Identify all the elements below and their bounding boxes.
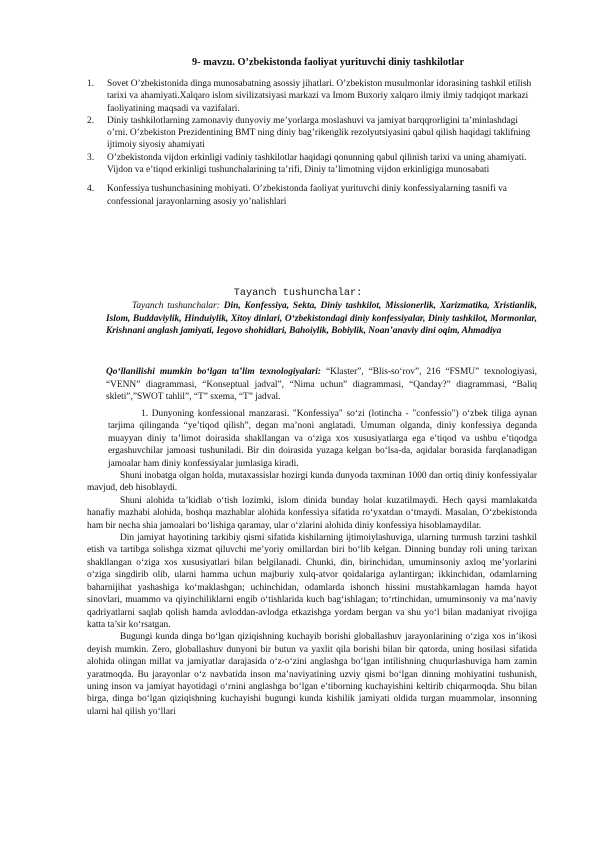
plan-item-text: O’zbekistonda vijdon erkinligi vadiniy tashkilotlar haqidagi qonunning qabul qilinish tarixi va uning ahamiyati. Vijdon va e’tiqod erkinligi tushunchalarining ta’rifi, Diniy ta’limotning vijdon erkinligiga munosabati <box>107 152 527 176</box>
plan-list <box>87 78 537 208</box>
paragraph: Din jamiyat hayotining tarkibiy qismi sifatida kishilarning ijtimoiylashuviga, ularning turmush tarzini tashkil etish va tartibga solishga xizmat qiluvchi me’yoriy omillardan biri bo‘lib kelgan. Dinning bunday roli uning tarixan shakllangan o‘ziga xos xususiyatlari bilan belgilanadi. Chunki, din, birinchidan, umuminsoniy axloq me’yorlarini o‘ziga singdirib olib, ularni hamma uchun majburiy xulq-atvor qoidalariga aylantirgan; ikkinchidan, odamlarning baharnijihat yashashiga ko‘maklashgan; uchinchidan, odamlarda ishonch hissini mustahkamlagan hamda hayot sinovlari, muammo va qiyinchiliklarni engib o‘tishlarida kuch bag‘ishlagan; to‘rtinchidan, umuminsoniy va ma’naviy qadriyatlarni saqlab qolish hamda avloddan-avlodga etkazishga yordam bergan va shu yo‘l bilan madaniyat rivojiga katta ta’sir ko‘rsatgan. <box>87 533 537 630</box>
plan-item-text: Konfessiya tushunchasining mohiyati. O’zbekistonda faoliyat yurituvchi diniy konfessiyalarning tasnifi va confessional jarayonlarning asosiy yo’nalishlari <box>107 184 507 207</box>
plan-item-text: Diniy tashkilotlarning zamonaviy dunyoviy me’yorlarga moslashuvi va jamiyat barqqrorligini ta’minlashdagi o’rni. O’zbekiston Prezidentining BMT ning diniy bag’rikenglik rezolyutsiyasini qabul qilish haqidagi taklifning ijtimoiy siyosiy ahamiyati <box>107 115 531 151</box>
plan-item-number: 3. <box>87 152 95 163</box>
paragraph: Shuni alohida ta’kidlab o‘tish lozimki, islom dinida bunday holat kuzatilmaydi. Hech qaysi mamlakatda hanafiy mazhabi alohida, boshqa mazhablar alohida konfessiya sifatida ro‘yxatdan o‘tmaydi. Masalan, O‘zbekistonda ham bir necha shia jamoalari bo‘lishiga qaramay, ular o‘zlarini alohida diniy konfessiya hisoblamaydilar. <box>87 495 537 531</box>
paragraph: Bugungi kunda dinga bo‘lgan qiziqishning kuchayib borishi globallashuv jarayonlarining o‘ziga xos in’ikosi deyish mumkin. Zero, globallashuv dunyoni bir butun va yaxlit qila borishi bilan bir qatorda, uning hosilasi sifatida alohida olingan millat va jamiyatlar darajasida o‘z-o‘zini anglashga bo‘lgan intilishning chuqurlashuviga ham zamin yaratmoqda. Bu jarayonlar o‘z navbatida inson ma’naviyatining uzviy qismi bo‘lgan dinning mohiyatini tushunish, uning inson va jamiyat hayotidagi o‘rnini anglashga bo‘lgan e’tiborning kuchayishini keltirib chiqarmoqda. Shu bilan birga, dinga bo‘lgan qiziqishning kuchayishi bugungi kunda kishilik jamiyati oldida turgan muammolar, insonning ularni hal qilish yo‘llari <box>87 632 537 717</box>
plan-item <box>87 183 537 208</box>
plan-item-number: 1. <box>87 79 95 89</box>
keywords-label: Tayanch tushunchalar: <box>132 301 220 311</box>
keywords-values: Din, Konfessiya, Sekta, Diniy tashkilot, Missionerlik, Xarizmatika, Xristianlik, Islom, Buddaviylik, Hinduiylik, Xitoy dinlari, O‘zbekistondagi diniy konfessiyalar, Diniy tashkilot, Mormonlar, Krishnani anglash jamiyati, Iegovo shohidlari, Bahoiylik, Bobiylik, Noan’anaviy dini oqim, Ahmadiya <box>106 301 537 337</box>
keywords-heading: Tayanch tushunchalar: <box>233 288 363 299</box>
plan-item <box>87 152 537 177</box>
paragraph: Shuni inobatga olgan holda, mutaxassislar hozirgi kunda dunyoda taxminan 1000 dan ortiq diniy konfessiyalar mavjud, deb hisoblaydi. <box>87 471 537 494</box>
plan-item-text: Sovet O’zbekistonida dinga munosabatning asossiy jihatlari. O’zbekiston musulmonlar idorasining tashkil etilish tarixi va ahamiyati.Xalqaro islom sivilizatsiyasi markazi va Imom Buxoriy xalqaro ilmiy ilmiy tadqiqot markazi faoliyatining maqsadi va vazifalari. <box>107 79 532 114</box>
plan-item <box>87 115 537 152</box>
paragraph: 1. Dunyoning konfessional manzarasi. "Konfessiya" so‘zi (lotincha - "confessio") o‘zbek tiliga aynan tarjima qilinganda “ye’tiqod qilish”, degan ma’noni anglatadi. Umuman olganda, diniy konfessiya deganda muayyan diniy ta’limot doirasida shakllangan va o‘ziga xos xususiyatlarga ega e’tiqod va ushbu e’tiqodga ergashuvchilar jamoasi tushuniladi. Bir din doirasida yuzaga kelgan bo‘lsa-da, aqidalar borasida farqlanadigan jamoalar ham diniy konfessiyalar jumlasiga kiradi. <box>108 409 537 469</box>
page-title: 9- mavzu. O’zbekistonda faoliyat yurituvchi diniy tashkilotlar <box>191 57 465 68</box>
plan-item-number: 2. <box>87 115 95 126</box>
body-text <box>87 408 537 718</box>
technologies-block <box>106 366 537 404</box>
technologies-text: “Klaster”, “Blis-so‘rov”, 216 “FSMU” texnologiyasi, “VENN” diagrammasi, “Konseptual jadval”, “Nima uchun” diagrammasi, “Qanday?” diagrammasi, “Baliq skleti”,”SWOT tahlil”, “T” sxema, “T” jadval. <box>106 367 538 403</box>
technologies-label: Qo‘llanilishi mumkin bo‘lgan ta’lim texnologiyalari: <box>106 367 322 377</box>
keywords-block <box>106 300 537 338</box>
plan-item <box>87 78 537 115</box>
plan-item-number: 4. <box>87 184 95 195</box>
